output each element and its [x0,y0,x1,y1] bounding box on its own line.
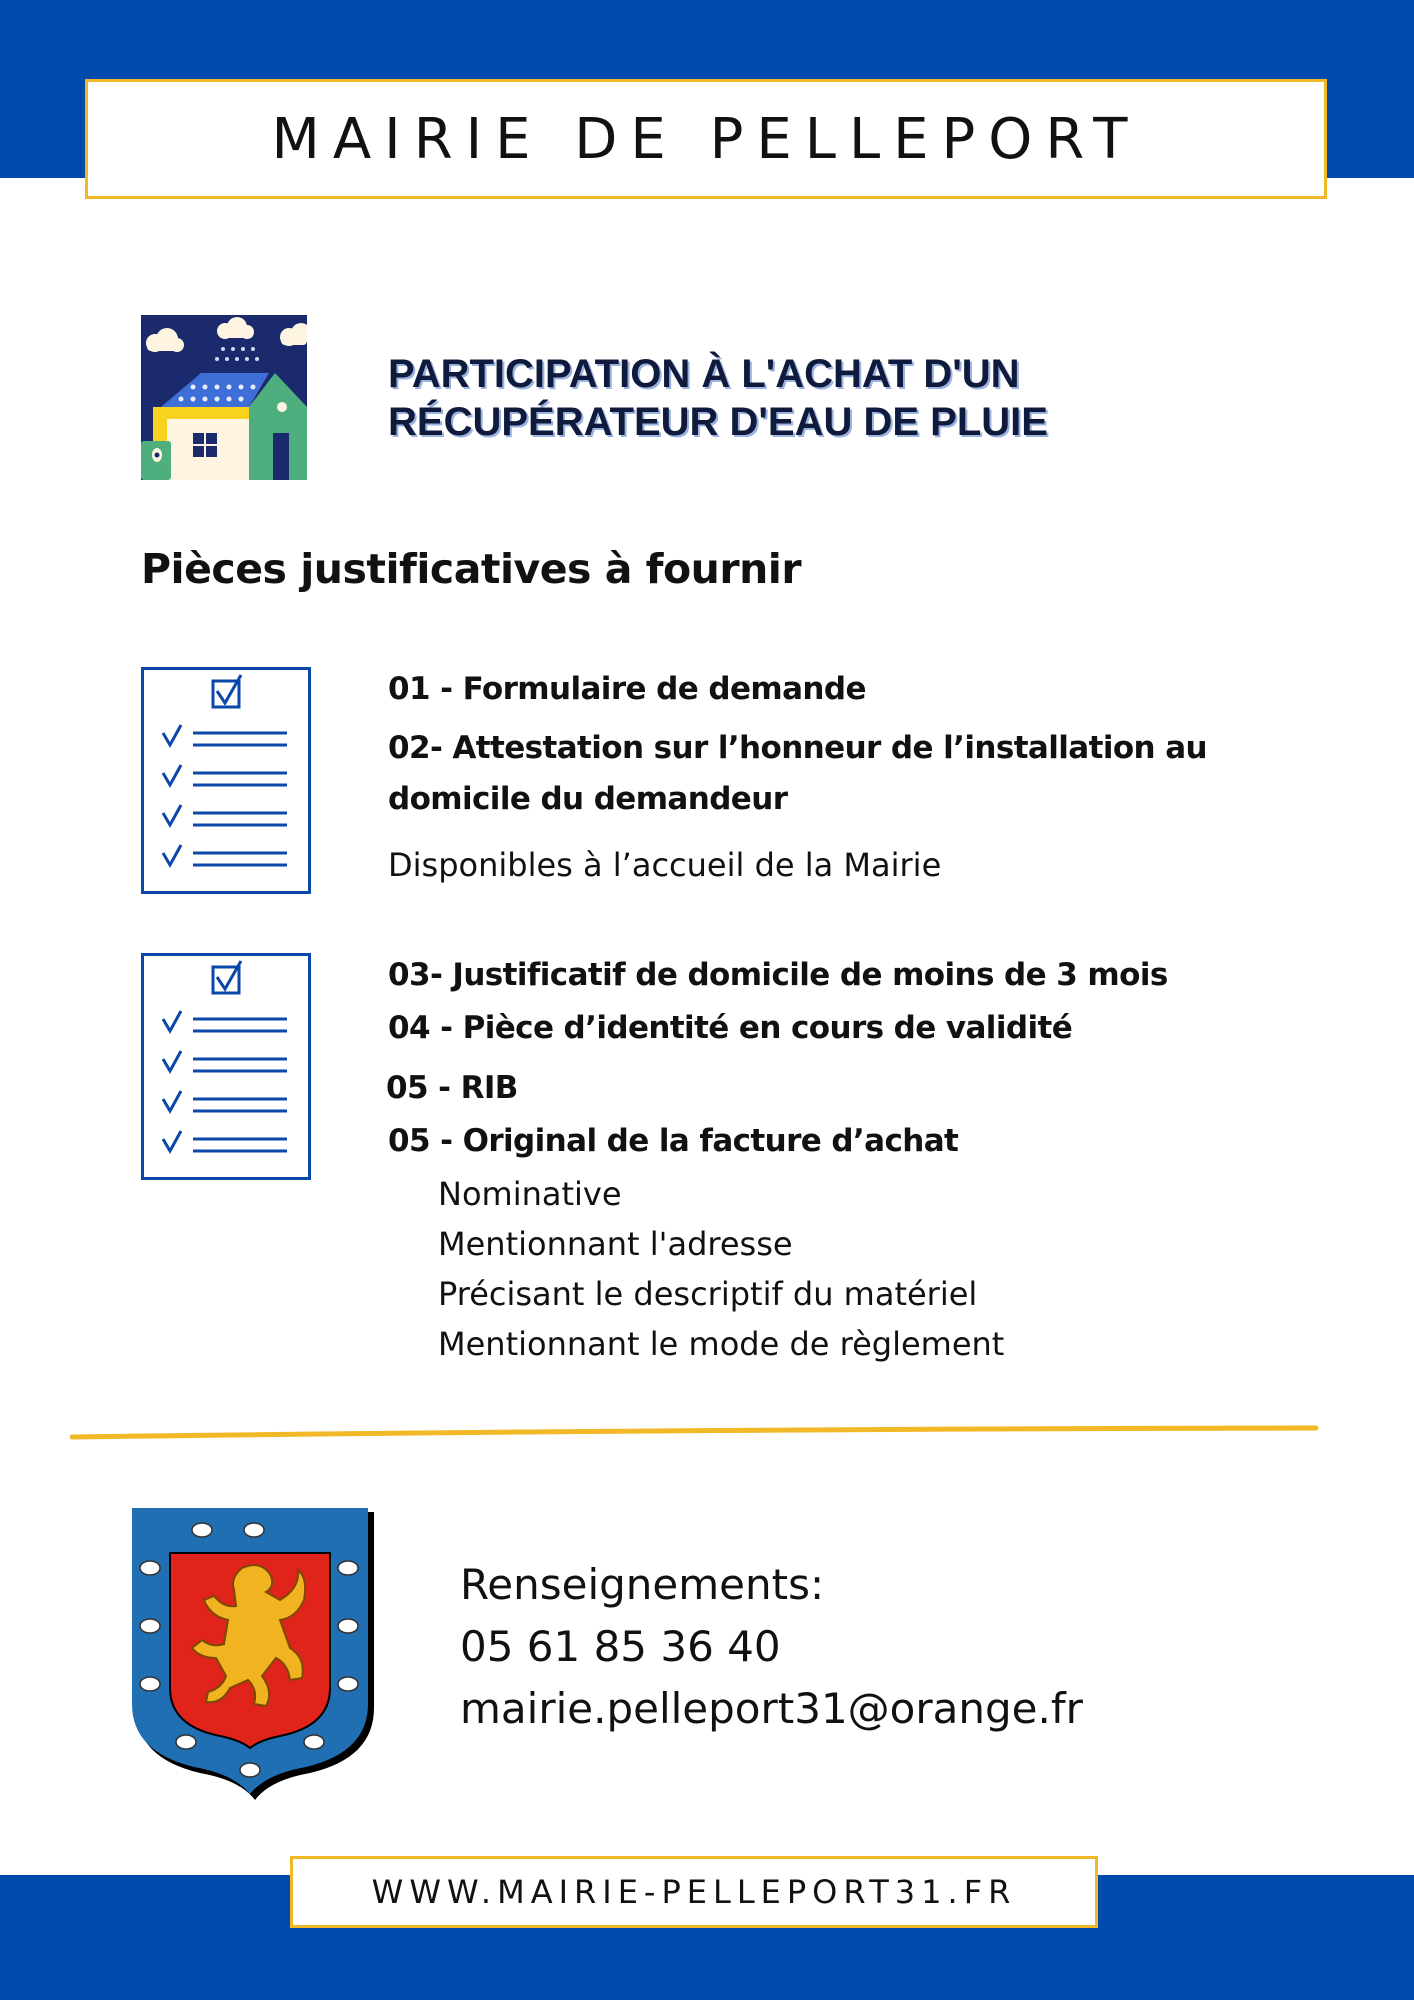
contact-phone[interactable]: 05 61 85 36 40 [460,1622,781,1671]
notice-heading-line2: RÉCUPÉRATEUR D'EAU DE PLUIE [388,400,1048,444]
availability-note: Disponibles à l’accueil de la Mairie [388,846,942,884]
coat-of-arms-icon [130,1508,380,1803]
invoice-detail: Précisant le descriptif du matériel [438,1275,978,1313]
list-item: 05 - RIB [386,1070,518,1106]
invoice-detail: Mentionnant l'adresse [438,1225,793,1263]
checklist-icon [141,667,311,894]
list-item: 01 - Formulaire de demande [388,671,866,707]
page-title: MAIRIE DE PELLEPORT [271,106,1141,172]
list-item: 03- Justificatif de domicile de moins de 3 mois [388,957,1168,993]
notice-heading [388,350,1288,446]
checklist-icon [141,953,311,1180]
website-link[interactable]: WWW.MAIRIE-PELLEPORT31.FR [371,1873,1017,1911]
list-item: 05 - Original de la facture d’achat [388,1123,959,1159]
notice-heading-line1: PARTICIPATION À L'ACHAT D'UN [388,352,1020,396]
header-title-box [85,79,1327,199]
list-item: 02- Attestation sur l’honneur de l’installation au [388,730,1207,766]
list-item: domicile du demandeur [388,781,788,817]
contact-email[interactable]: mairie.pelleport31@orange.fr [460,1684,1083,1733]
contact-label: Renseignements: [460,1560,825,1609]
section-title: Pièces justificatives à fournir [141,545,802,593]
invoice-detail: Mentionnant le mode de règlement [438,1325,1005,1363]
gold-divider [70,1425,1320,1445]
invoice-detail: Nominative [438,1175,622,1213]
website-box [290,1856,1098,1928]
house-rain-icon [141,315,307,480]
list-item: 04 - Pièce d’identité en cours de validité [388,1010,1073,1046]
